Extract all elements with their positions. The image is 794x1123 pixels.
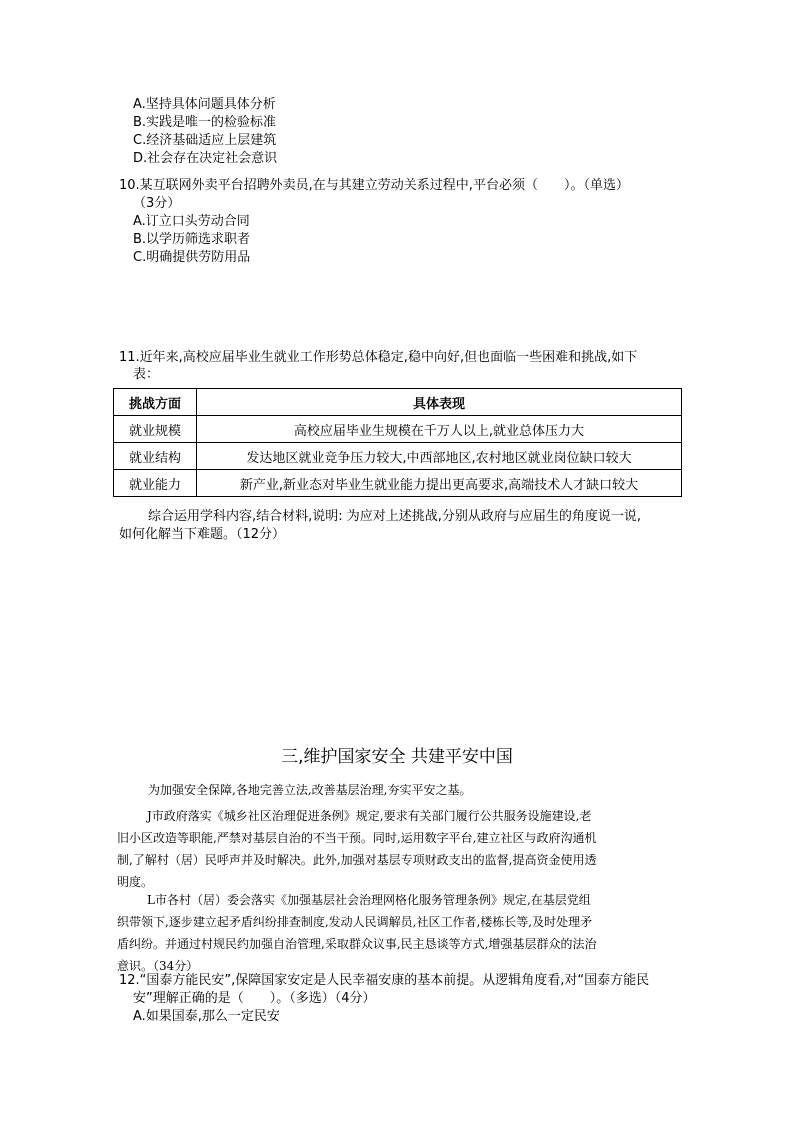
table-cell: 就业结构 bbox=[114, 443, 197, 470]
table-cell: 高校应届毕业生规模在千万人以上,就业总体压力大 bbox=[197, 416, 682, 443]
paragraph-line: L市各村（居）委会落实《加强基层社会治理网格化服务管理条例》规定,在基层党组 bbox=[147, 893, 591, 907]
section-intro: 为加强安全保障,各地完善立法,改善基层治理,夯实平安之基。 bbox=[148, 783, 472, 797]
q12-stem: 12.“国泰方能民安”,保障国家安定是人民幸福安康的基本前提。从逻辑角度看,对“国泰方能民 bbox=[119, 973, 650, 988]
challenges-table bbox=[113, 388, 682, 497]
table-row bbox=[114, 470, 682, 497]
paragraph-line: 织带领下,逐步建立起矛盾纠纷排查制度,发动人民调解员,社区工作者,楼栋长等,及时处理矛 bbox=[117, 915, 593, 929]
q10-stem: 10.某互联网外卖平台招聘外卖员,在与其建立劳动关系过程中,平台必须（ ）。（单选） bbox=[119, 178, 629, 193]
q10-score: （3分） bbox=[133, 196, 181, 211]
q11-task: 综合运用学科内容,结合材料,说明: 为应对上述挑战,分别从政府与应届生的角度说一说, bbox=[148, 509, 642, 524]
table-row bbox=[114, 416, 682, 443]
q11-task-cont: 如何化解当下难题。（12分） bbox=[119, 527, 286, 542]
q9-option-a: A.坚持具体问题具体分析 bbox=[133, 97, 276, 112]
q11-stem-cont: 表： bbox=[133, 367, 160, 382]
table-row bbox=[114, 443, 682, 470]
table-cell: 就业规模 bbox=[114, 416, 197, 443]
paragraph-line: 盾纠纷。并通过村规民约加强自治管理,采取群众议事,民主恳谈等方式,增强基层群众的法治 bbox=[117, 937, 597, 951]
table-header-row bbox=[114, 389, 682, 416]
section-title: 三,维护国家安全 共建平安中国 bbox=[281, 747, 513, 767]
q12-stem-cont: 安”理解正确的是（ ）。（多选）（4分） bbox=[133, 991, 376, 1006]
table-header-detail: 具体表现 bbox=[197, 389, 682, 416]
material-paragraph-2 bbox=[117, 889, 677, 977]
q9-option-b: B.实践是唯一的检验标准 bbox=[133, 115, 277, 130]
table-cell: 就业能力 bbox=[114, 470, 197, 497]
paragraph-line: 意识。（34分） bbox=[117, 959, 199, 973]
table-cell: 新产业,新业态对毕业生就业能力提出更高要求,高端技术人才缺口较大 bbox=[197, 470, 682, 497]
q10-option-a: A.订立口头劳动合同 bbox=[133, 214, 250, 229]
paragraph-line: J市政府落实《城乡社区治理促进条例》规定,要求有关部门履行公共服务设施建设,老 bbox=[147, 809, 592, 823]
q9-option-d: D.社会存在决定社会意识 bbox=[133, 151, 278, 166]
q10-option-b: B.以学历筛选求职者 bbox=[133, 232, 251, 247]
material-paragraph-1 bbox=[117, 805, 677, 893]
q12-option-a: A.如果国泰,那么一定民安 bbox=[133, 1009, 280, 1024]
q11-stem: 11.近年来,高校应届毕业生就业工作形势总体稳定,稳中向好,但也面临一些困难和挑战,如下 bbox=[119, 350, 638, 365]
paragraph-line: 制,了解村（居）民呼声并及时解决。此外,加强对基层专项财政支出的监督,提高资金使用透 bbox=[117, 853, 597, 867]
table-header-aspect: 挑战方面 bbox=[114, 389, 197, 416]
paragraph-line: 旧小区改造等职能,严禁对基层自治的不当干预。同时,运用数字平台,建立社区与政府沟通机 bbox=[117, 831, 597, 845]
paragraph-line: 明度。 bbox=[117, 875, 154, 889]
table-cell: 发达地区就业竞争压力较大,中西部地区,农村地区就业岗位缺口较大 bbox=[197, 443, 682, 470]
q9-option-c: C.经济基础适应上层建筑 bbox=[133, 133, 277, 148]
q10-option-c: C.明确提供劳防用品 bbox=[133, 250, 251, 265]
